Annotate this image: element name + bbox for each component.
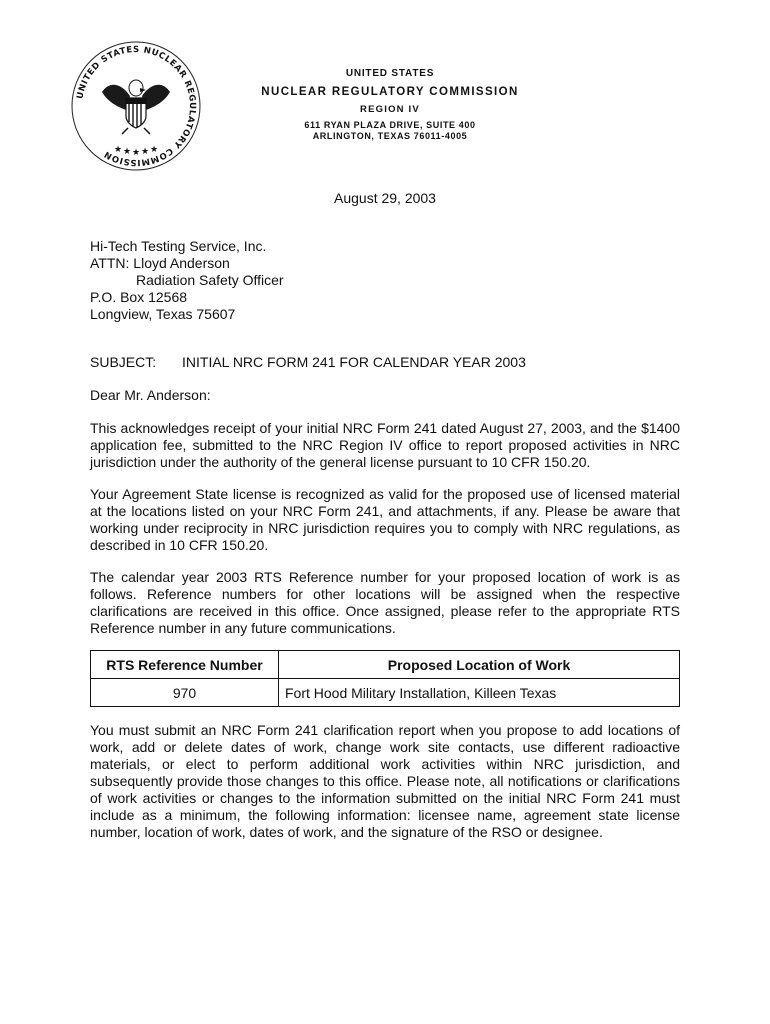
svg-text:★: ★	[132, 148, 141, 158]
subject-line	[90, 354, 526, 371]
svg-text:★: ★	[150, 145, 159, 155]
rts-number-cell: 970	[91, 679, 279, 707]
recipient-city: Longview, Texas 75607	[90, 306, 236, 322]
location-cell: Fort Hood Military Installation, Killeen Texas	[279, 679, 680, 707]
letter-date: August 29, 2003	[334, 190, 436, 206]
eagle-icon	[102, 80, 170, 134]
letterhead	[230, 68, 550, 142]
recipient-attn: ATTN: Lloyd Anderson	[90, 255, 230, 271]
recipient-company: Hi-Tech Testing Service, Inc.	[90, 238, 267, 254]
svg-text:★: ★	[123, 147, 132, 157]
recipient-address	[90, 238, 284, 323]
table-header-row	[91, 651, 680, 679]
column-header-rts-number: RTS Reference Number	[91, 651, 279, 679]
recipient-po-box: P.O. Box 12568	[90, 289, 188, 305]
subject-label: SUBJECT:	[90, 354, 157, 370]
letterhead-agency: NUCLEAR REGULATORY COMMISSION	[261, 85, 519, 98]
column-header-location: Proposed Location of Work	[279, 651, 680, 679]
body-paragraph-4: You must submit an NRC Form 241 clarification report when you propose to add locations of work, add or delete dates of work, change work site contacts, use different radioactive materials, or elect to perform additional work activities within NRC jurisdiction, and subsequently provide those changes to this office. Please note, all notifications or clarifications of work activities or changes to the information submitted on the initial NRC Form 241 must include as a minimum, the following information: licensee name, agreement state license number, location of work, dates of work, and the signature of the RSO or designee.	[90, 722, 680, 840]
body-paragraph-1: This acknowledges receipt of your initial NRC Form 241 dated August 27, 2003, and the $1400 application fee, submitted to the NRC Region IV office to report proposed activities in NRC jurisdiction under the authority of the general license pursuant to 10 CFR 150.20.	[90, 420, 680, 470]
subject-text: INITIAL NRC FORM 241 FOR CALENDAR YEAR 2003	[182, 354, 526, 370]
letterhead-country: UNITED STATES	[345, 68, 435, 79]
letterhead-city: ARLINGTON, TEXAS 76011-4005	[312, 131, 468, 141]
letterhead-address: 611 RYAN PLAZA DRIVE, SUITE 400	[304, 119, 476, 130]
svg-text:★: ★	[114, 145, 123, 155]
letterhead-region: REGION IV	[360, 103, 420, 115]
body-paragraph-3: The calendar year 2003 RTS Reference number for your proposed location of work is as follows. Reference numbers for other locations will be assigned when the respective clarifications are received in this office. Once assigned, please refer to the appropriate RTS Reference number in any future communications.	[90, 569, 680, 636]
nrc-seal-logo	[70, 40, 202, 172]
recipient-title: Radiation Safety Officer	[136, 272, 284, 288]
table-row	[91, 679, 680, 707]
body-paragraph-2: Your Agreement State license is recognized as valid for the proposed use of licensed material at the locations listed on your NRC Form 241, and attachments, if any. Please be aware that working under reciprocity in NRC jurisdiction requires you to comply with NRC regulations, as described in 10 CFR 150.20.	[90, 486, 680, 553]
seal-ring-text: UNITED STATES NUCLEAR REGULATORY COMMISSION	[75, 44, 198, 168]
svg-text:★: ★	[141, 147, 150, 157]
salutation: Dear Mr. Anderson:	[90, 387, 211, 403]
rts-reference-table	[90, 650, 680, 707]
